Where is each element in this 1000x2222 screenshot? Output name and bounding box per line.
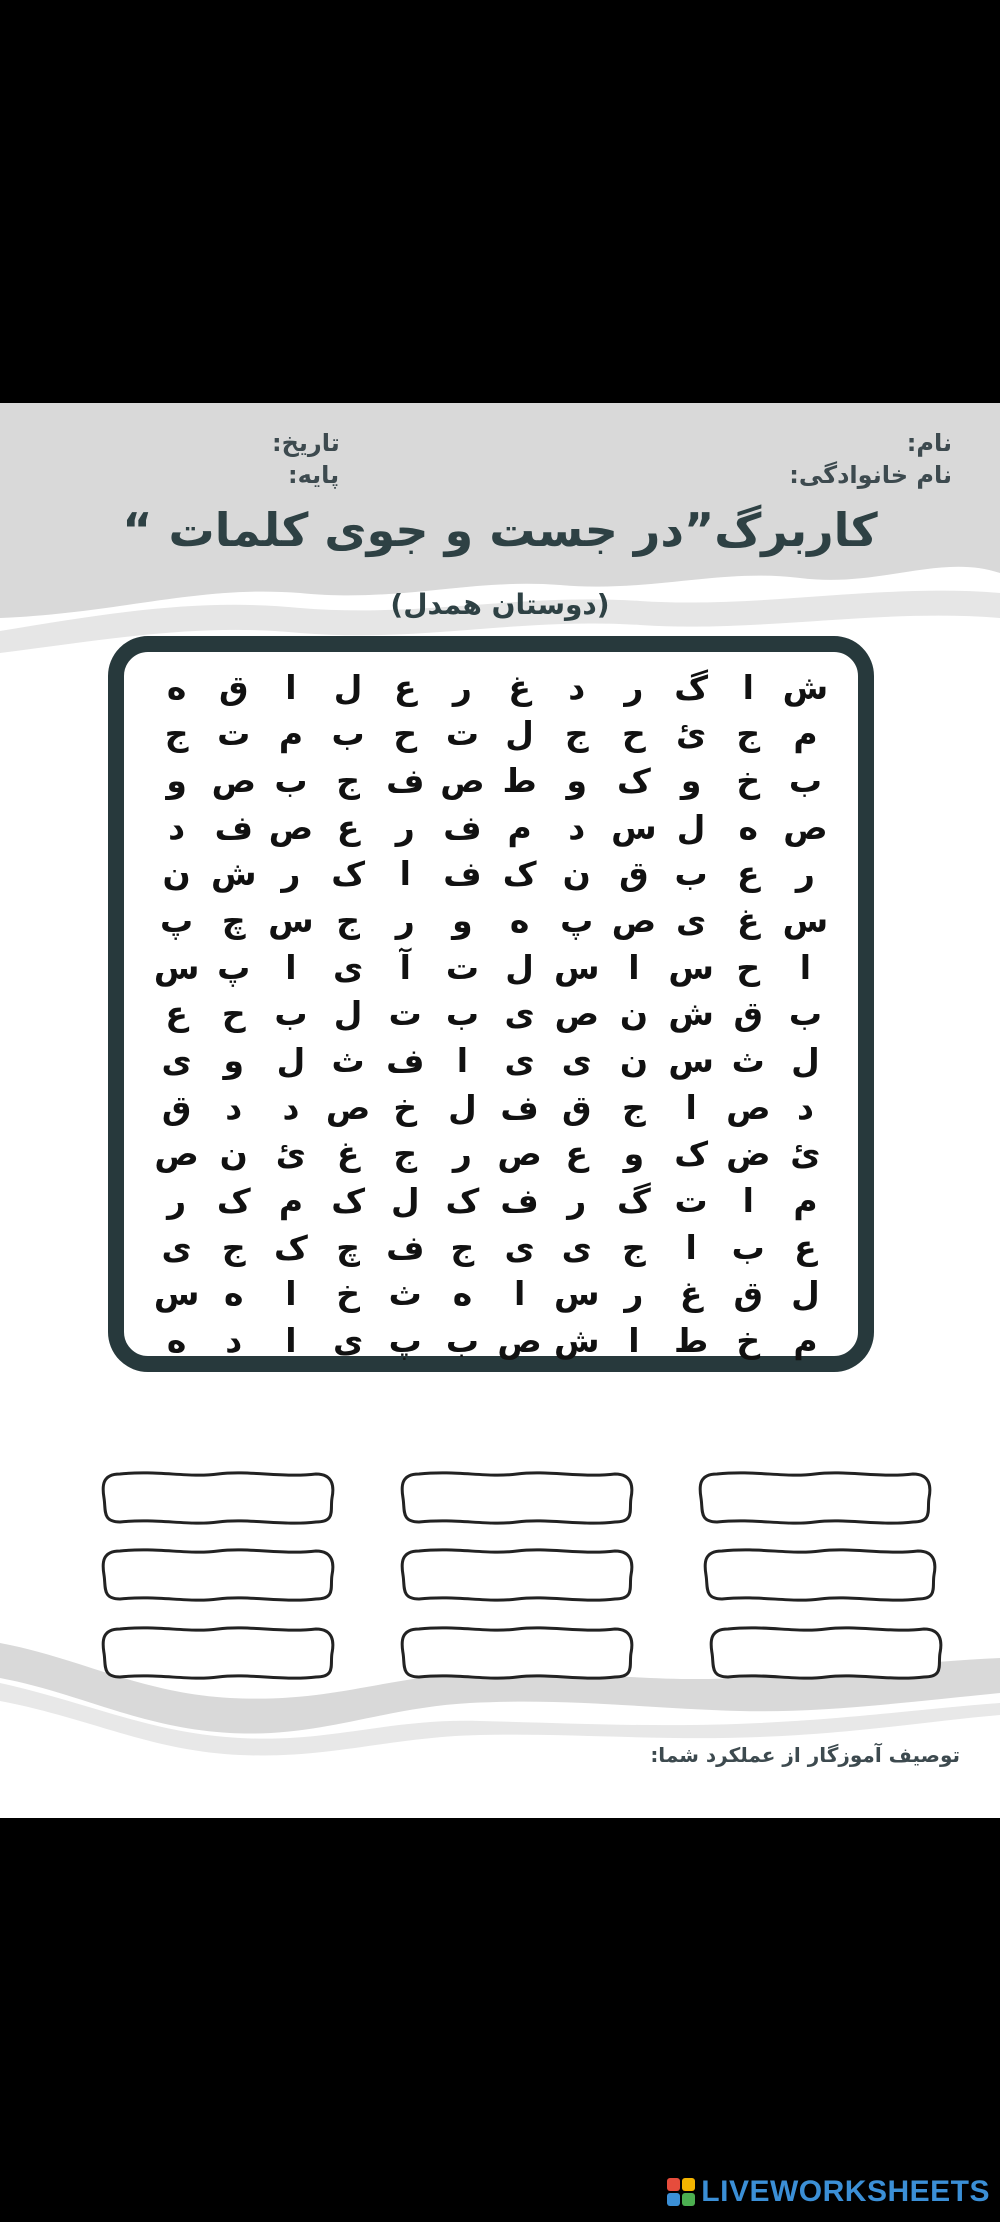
grid-letter[interactable]: ا <box>513 1274 526 1314</box>
grid-letter[interactable]: ق <box>733 994 764 1034</box>
grid-letter[interactable]: م <box>793 1181 818 1221</box>
grid-letter[interactable]: ک <box>331 1181 365 1221</box>
grid-letter[interactable]: ک <box>331 854 365 894</box>
grid-letter[interactable]: ل <box>791 1041 820 1081</box>
grid-letter[interactable]: ل <box>390 1181 420 1221</box>
name-label: نام: <box>906 429 952 457</box>
grid-letter[interactable]: ل <box>333 994 363 1034</box>
grid-letter[interactable]: س <box>153 1274 200 1314</box>
worksheet-page <box>0 403 1000 1818</box>
grid-letter[interactable]: س <box>268 901 314 941</box>
grid-letter[interactable]: ص <box>497 1321 542 1361</box>
grid-letter[interactable]: ک <box>445 1181 480 1221</box>
grid-letter[interactable]: ت <box>445 947 480 987</box>
answer-box[interactable] <box>706 1623 946 1683</box>
grid-letter[interactable]: ف <box>500 1181 539 1221</box>
grid-letter[interactable]: ا <box>685 1227 697 1267</box>
grid-letter[interactable]: ع <box>794 1227 817 1267</box>
grid-letter[interactable]: پ <box>388 1321 422 1361</box>
grid-letter[interactable]: ا <box>685 1087 697 1127</box>
grid-letter[interactable]: د <box>282 1087 300 1127</box>
grid-letter[interactable]: ص <box>211 761 256 801</box>
grid-letter[interactable]: د <box>168 807 186 847</box>
grid-letter[interactable]: ئ <box>675 714 707 754</box>
grid-letter[interactable]: ب <box>674 854 708 894</box>
grid-letter[interactable]: د <box>568 807 586 847</box>
grid-letter[interactable]: غ <box>736 901 760 941</box>
grid-letter[interactable]: ی <box>561 1041 592 1081</box>
grid-letter[interactable]: ت <box>388 994 422 1034</box>
word-search-grid <box>148 664 834 1364</box>
grid-letter[interactable]: م <box>793 1321 818 1361</box>
grid-letter[interactable]: ص <box>554 994 599 1034</box>
answer-box[interactable] <box>397 1623 637 1683</box>
grid-letter[interactable]: ی <box>161 1041 192 1081</box>
grid-letter[interactable]: ا <box>399 854 411 894</box>
grid-letter[interactable]: ل <box>276 1041 306 1081</box>
grid-letter[interactable]: ر <box>167 1181 187 1221</box>
grid-letter[interactable]: خ <box>736 1321 761 1361</box>
word-search-frame <box>108 636 874 1372</box>
grid-letter[interactable]: ی <box>561 1227 592 1267</box>
liveworksheets-wordmark: LIVEWORKSHEETS <box>701 2175 990 2208</box>
grid-letter[interactable]: ش <box>782 667 829 707</box>
grid-letter[interactable]: ف <box>386 1041 425 1081</box>
grid-letter[interactable]: ک <box>216 1181 251 1221</box>
grid-letter[interactable]: ج <box>336 761 360 801</box>
grid-letter[interactable]: ر <box>281 854 301 894</box>
grid-letter[interactable]: ل <box>505 714 534 754</box>
grid-letter[interactable]: ف <box>500 1087 539 1127</box>
grid-letter[interactable]: ق <box>619 854 649 894</box>
grid-letter[interactable]: ص <box>440 761 485 801</box>
grid-letter[interactable]: س <box>153 947 200 987</box>
family-name-label: نام خانوادگی: <box>789 461 952 489</box>
teacher-feedback-label: توصیف آموزگار از عملکرد شما: <box>650 1743 960 1767</box>
grid-letter[interactable]: س <box>611 807 657 847</box>
grid-letter[interactable]: م <box>278 714 304 754</box>
grid-letter[interactable]: ق <box>161 1087 192 1127</box>
grid-letter[interactable]: ج <box>393 1134 418 1174</box>
grid-letter[interactable]: ه <box>452 1274 473 1314</box>
grid-letter[interactable]: ض <box>726 1134 771 1174</box>
grid-letter[interactable]: ج <box>622 1227 646 1267</box>
grid-letter[interactable]: ل <box>333 667 363 707</box>
grid-letter[interactable]: ا <box>628 1321 640 1361</box>
grid-letter[interactable]: د <box>796 1087 814 1127</box>
answer-box[interactable] <box>700 1545 940 1605</box>
grid-letter[interactable]: ن <box>562 854 591 894</box>
answer-box[interactable] <box>397 1545 637 1605</box>
answer-box[interactable] <box>397 1468 637 1528</box>
grid-letter[interactable]: پ <box>217 947 251 987</box>
grid-letter[interactable]: غ <box>508 667 531 707</box>
grid-letter[interactable]: ف <box>386 1227 425 1267</box>
answer-box[interactable] <box>98 1545 338 1605</box>
grid-letter[interactable]: ل <box>505 947 534 987</box>
grid-letter[interactable]: ی <box>332 1321 364 1361</box>
grid-letter[interactable]: د <box>568 667 586 707</box>
grid-letter[interactable]: ئ <box>275 1134 307 1174</box>
grid-letter[interactable]: ع <box>165 994 188 1034</box>
grid-letter[interactable]: ح <box>622 714 646 754</box>
grid-letter[interactable]: ل <box>676 807 706 847</box>
grid-letter[interactable]: ع <box>565 1134 589 1174</box>
grid-letter[interactable]: غ <box>336 1134 360 1174</box>
grid-letter[interactable]: ل <box>448 1087 477 1127</box>
grid-letter[interactable]: ا <box>285 947 297 987</box>
grid-letter[interactable]: س <box>782 901 829 941</box>
grid-letter[interactable]: ع <box>393 667 417 707</box>
grid-letter[interactable]: ش <box>668 994 714 1034</box>
grid-letter[interactable]: د <box>225 1321 243 1361</box>
grid-letter[interactable]: ج <box>221 1227 246 1267</box>
grid-letter[interactable]: ی <box>332 947 364 987</box>
grid-letter[interactable]: ب <box>274 994 308 1034</box>
grid-letter[interactable]: ی <box>161 1227 192 1267</box>
grid-letter[interactable]: ق <box>733 1274 764 1314</box>
grid-letter[interactable]: پ <box>160 901 194 941</box>
grid-letter[interactable]: ا <box>456 1041 469 1081</box>
grid-letter[interactable]: و <box>166 761 187 801</box>
grid-letter[interactable]: س <box>553 947 600 987</box>
grid-letter[interactable]: ر <box>452 667 472 707</box>
grid-letter[interactable]: ج <box>450 1227 475 1267</box>
grade-label: پایه: <box>288 461 340 489</box>
grid-letter[interactable]: ت <box>217 714 251 754</box>
grid-letter[interactable]: ط <box>502 761 537 801</box>
grid-letter[interactable]: ث <box>731 1041 765 1081</box>
grid-letter[interactable]: ی <box>504 1041 535 1081</box>
grid-letter[interactable]: ر <box>395 807 415 847</box>
grid-letter[interactable]: ب <box>788 761 823 801</box>
grid-letter[interactable]: ک <box>502 854 537 894</box>
grid-letter[interactable]: ر <box>795 854 815 894</box>
grid-letter[interactable]: س <box>668 947 714 987</box>
grid-letter[interactable]: ص <box>783 807 828 847</box>
grid-letter[interactable]: غ <box>679 1274 703 1314</box>
grid-letter[interactable]: ر <box>452 1134 472 1174</box>
grid-letter[interactable]: ل <box>791 1274 820 1314</box>
grid-letter[interactable]: ر <box>567 1181 587 1221</box>
grid-letter[interactable]: ک <box>674 1134 708 1174</box>
grid-letter[interactable]: ا <box>285 1274 297 1314</box>
answer-box[interactable] <box>98 1468 338 1528</box>
grid-letter[interactable]: ط <box>673 1321 709 1361</box>
grid-letter[interactable]: ص <box>611 901 657 941</box>
grid-letter[interactable]: ج <box>736 714 761 754</box>
grid-letter[interactable]: م <box>507 807 532 847</box>
grid-letter[interactable]: ا <box>285 1321 297 1361</box>
grid-letter[interactable]: ش <box>553 1321 600 1361</box>
grid-letter[interactable]: ه <box>509 901 530 941</box>
grid-letter[interactable]: ص <box>268 807 314 847</box>
liveworksheets-icon <box>667 2178 695 2206</box>
grid-letter[interactable]: ص <box>497 1134 542 1174</box>
grid-letter[interactable]: پ <box>560 901 594 941</box>
grid-letter[interactable]: و <box>623 1134 645 1174</box>
grid-letter[interactable]: ف <box>214 807 253 847</box>
page-subtitle: (دوستان همدل) <box>390 588 610 621</box>
grid-letter[interactable]: ه <box>166 1321 187 1361</box>
grid-letter[interactable]: ر <box>395 901 415 941</box>
grid-letter[interactable]: م <box>278 1181 304 1221</box>
grid-letter[interactable]: س <box>553 1274 600 1314</box>
grid-letter[interactable]: ت <box>445 714 480 754</box>
grid-letter[interactable]: گ <box>674 667 708 707</box>
grid-letter[interactable]: ب <box>274 761 308 801</box>
grid-letter[interactable]: ف <box>386 761 425 801</box>
grid-letter[interactable]: چ <box>221 901 246 941</box>
liveworksheets-logo <box>667 2172 990 2212</box>
grid-letter[interactable]: چ <box>336 1227 360 1267</box>
grid-letter[interactable]: ص <box>726 1087 771 1127</box>
answer-box[interactable] <box>98 1623 338 1683</box>
grid-letter[interactable]: خ <box>393 1087 418 1127</box>
grid-letter[interactable]: ب <box>788 994 823 1034</box>
grid-letter[interactable]: و <box>452 901 473 941</box>
grid-letter[interactable]: ن <box>619 994 649 1034</box>
grid-letter[interactable]: ا <box>285 667 297 707</box>
grid-letter[interactable]: گ <box>617 1181 651 1221</box>
grid-letter[interactable]: ج <box>336 901 360 941</box>
grid-letter[interactable]: خ <box>736 761 761 801</box>
grid-letter[interactable]: ص <box>325 1087 371 1127</box>
grid-letter[interactable]: آ <box>399 947 411 987</box>
grid-letter[interactable]: ک <box>617 761 651 801</box>
grid-letter[interactable]: م <box>793 714 818 754</box>
grid-letter[interactable]: ه <box>738 807 758 847</box>
grid-letter[interactable]: ا <box>628 947 640 987</box>
grid-letter[interactable]: خ <box>336 1274 360 1314</box>
grid-letter[interactable]: ه <box>166 667 187 707</box>
grid-letter[interactable]: ق <box>219 667 249 707</box>
grid-letter[interactable]: ب <box>445 994 480 1034</box>
grid-letter[interactable]: ی <box>675 901 707 941</box>
grid-letter[interactable]: ح <box>221 994 246 1034</box>
answer-box[interactable] <box>695 1468 935 1528</box>
grid-letter[interactable]: ع <box>736 854 760 894</box>
grid-letter[interactable]: ص <box>154 1134 199 1174</box>
grid-letter[interactable]: ح <box>393 714 418 754</box>
grid-letter[interactable]: ج <box>564 714 589 754</box>
grid-letter[interactable]: ج <box>164 714 189 754</box>
grid-letter[interactable]: و <box>680 761 702 801</box>
grid-letter[interactable]: ت <box>674 1181 708 1221</box>
grid-letter[interactable]: ث <box>388 1274 422 1314</box>
grid-letter[interactable]: ا <box>799 947 812 987</box>
grid-letter[interactable]: ر <box>624 1274 644 1314</box>
grid-letter[interactable]: ر <box>624 667 644 707</box>
grid-letter[interactable]: ن <box>162 854 191 894</box>
grid-letter[interactable]: ب <box>731 1227 765 1267</box>
grid-letter[interactable]: ا <box>742 667 754 707</box>
grid-letter[interactable]: ش <box>210 854 257 894</box>
grid-letter[interactable]: ج <box>622 1087 646 1127</box>
grid-letter[interactable]: ف <box>443 807 482 847</box>
grid-letter[interactable]: ن <box>619 1041 649 1081</box>
grid-letter[interactable]: ن <box>219 1134 248 1174</box>
grid-letter[interactable]: و <box>566 761 588 801</box>
grid-letter[interactable]: ه <box>224 1274 244 1314</box>
grid-letter[interactable]: ئ <box>790 1134 821 1174</box>
grid-letter[interactable]: ح <box>736 947 761 987</box>
grid-letter[interactable]: ب <box>445 1321 480 1361</box>
grid-letter[interactable]: ع <box>336 807 360 847</box>
grid-letter[interactable]: و <box>223 1041 245 1081</box>
grid-letter[interactable]: ب <box>331 714 365 754</box>
page-title: کاربرگ”در جست و جوی کلمات “ <box>122 503 878 557</box>
grid-letter[interactable]: ق <box>562 1087 592 1127</box>
date-label: تاریخ: <box>272 429 340 457</box>
grid-letter[interactable]: ف <box>443 854 482 894</box>
grid-letter[interactable]: ث <box>331 1041 365 1081</box>
grid-letter[interactable]: ا <box>742 1181 754 1221</box>
grid-letter[interactable]: ی <box>504 994 535 1034</box>
grid-letter[interactable]: س <box>668 1041 714 1081</box>
grid-letter[interactable]: ی <box>504 1227 535 1267</box>
grid-letter[interactable]: ک <box>274 1227 308 1267</box>
grid-letter[interactable]: د <box>225 1087 243 1127</box>
